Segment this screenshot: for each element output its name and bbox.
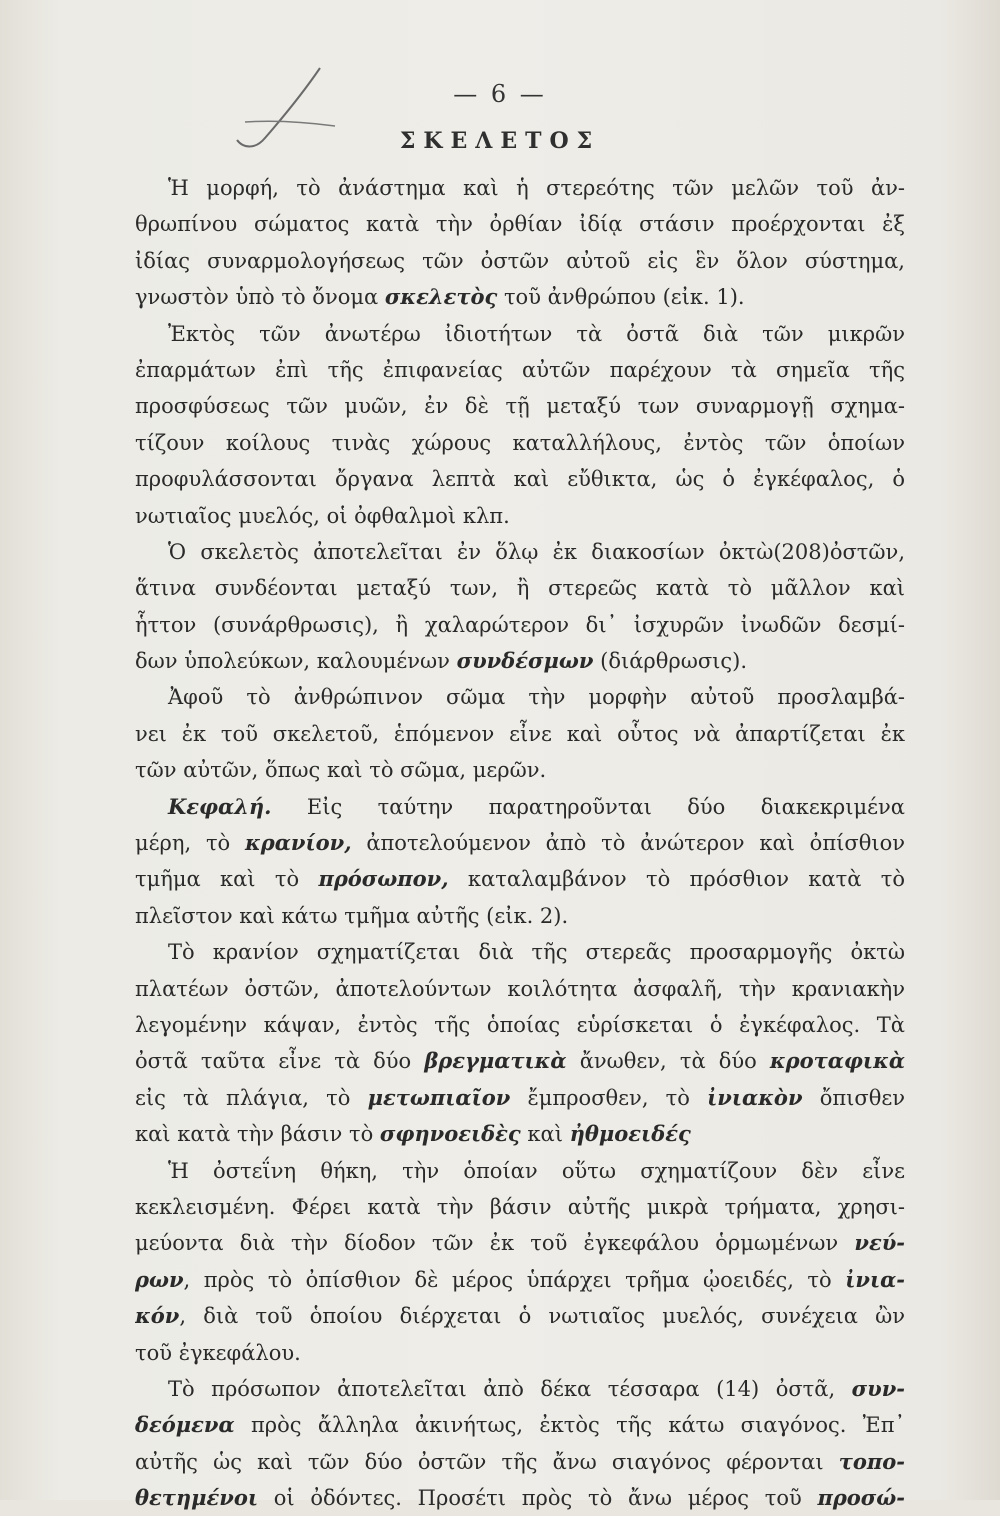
emphasized-term: μετωπιαῖον <box>367 1084 511 1110</box>
emphasized-term: δεόμενα <box>135 1412 235 1438</box>
emphasized-term: νεύ- <box>854 1230 905 1256</box>
emphasized-term: κροταφικὰ <box>769 1048 905 1074</box>
text-line <box>135 607 905 643</box>
text-segment: πρὸς ἄλληλα ἀκινήτως, ἐκτὸς τῆς κάτω σιαγόνος. Ἐπ᾿ <box>234 1413 905 1438</box>
text-line <box>135 388 905 424</box>
text-segment: Ἡ ὀστεΐνη θήκη, τὴν ὁποίαν οὕτω σχηματίζουν δὲν εἶνε <box>168 1158 905 1183</box>
text-segment: λεγομένην κάψαν, ἐντὸς τῆς ὁποίας εὑρίσκεται ὁ ἐγκέφαλος. Τὰ <box>135 1012 905 1037</box>
text-line <box>135 1153 905 1189</box>
emphasized-term: συνδέσμων <box>456 648 594 674</box>
text-line <box>135 316 905 352</box>
text-line <box>135 825 905 861</box>
text-line <box>135 971 905 1007</box>
text-segment: προφυλάσσονται ὄργανα λεπτὰ καὶ εὔθικτα, ὡς ὁ ἐγκέφαλος, ὁ <box>135 467 905 492</box>
emphasized-term: κόν <box>135 1303 180 1329</box>
text-segment: ἔμπροσθεν, τὸ <box>510 1085 708 1110</box>
emphasized-term: σφηνοειδὲς <box>379 1121 521 1147</box>
text-segment: ἐπαρμάτων ἐπὶ τῆς ἐπιφανείας αὐτῶν παρέχουν τὰ σημεῖα τῆς <box>135 357 905 382</box>
emphasized-term: προσώ- <box>817 1485 905 1511</box>
text-line <box>135 898 905 934</box>
text-segment: ἰδίας συναρμολογήσεως τῶν ὀστῶν αὐτοῦ εἰς ἓν ὅλον σύστημα, <box>135 248 905 273</box>
text-segment: πλεῖστον καὶ κάτω τμῆμα αὐτῆς (εἰκ. 2). <box>135 903 569 928</box>
text-line <box>135 1407 905 1443</box>
text-segment: , διὰ τοῦ ὁποίου διέρχεται ὁ νωτιαῖος μυελός, συνέχεια ὢν <box>179 1304 905 1329</box>
emphasized-term: τοπο- <box>838 1448 905 1474</box>
text-line <box>135 1043 905 1079</box>
text-segment: τῶν αὐτῶν, ὅπως καὶ τὸ σῶμα, μερῶν. <box>135 758 547 783</box>
text-line <box>135 643 905 679</box>
text-segment: Εἰς ταύτην παρατηροῦνται δύο διακεκριμένα <box>271 794 905 819</box>
text-line <box>135 206 905 242</box>
text-segment: Ἀφοῦ τὸ ἀνθρώπινον σῶμα τὴν μορφὴν αὐτοῦ προσλαμβά- <box>168 685 905 710</box>
text-segment: τμῆμα καὶ τὸ <box>135 867 319 892</box>
emphasized-term: ἠθμοειδές <box>569 1121 691 1147</box>
text-segment: μέρη, τὸ <box>135 831 246 856</box>
text-segment: τίζουν κοίλους τινὰς χώρους καταλλήλους, ἐντὸς τῶν ὁποίων <box>135 430 905 455</box>
emphasized-term: ρων <box>135 1266 184 1292</box>
text-segment: πλατέων ὀστῶν, ἀποτελούντων κοιλότητα ἀσφαλῆ, τὴν κρανιακὴν <box>135 976 905 1001</box>
text-segment: νωτιαῖος μυελός, οἱ ὀφθαλμοὶ κλπ. <box>135 503 510 528</box>
text-line <box>135 1116 905 1152</box>
text-line <box>135 461 905 497</box>
text-segment: , πρὸς τὸ ὀπίσθιον δὲ μέρος ὑπάρχει τρῆμα ᾠοειδές, τὸ <box>183 1267 846 1292</box>
text-line <box>135 716 905 752</box>
text-line <box>135 1335 905 1371</box>
text-segment: κεκλεισμένη. Φέρει κατὰ τὴν βάσιν αὐτῆς μικρὰ τρήματα, χρησι- <box>135 1194 905 1219</box>
text-segment: ὀστᾶ ταῦτα εἶνε τὰ δύο <box>135 1049 425 1074</box>
emphasized-term: πρόσωπον, <box>318 866 449 892</box>
text-line <box>135 1007 905 1043</box>
text-segment: ὄπισθεν <box>802 1085 905 1110</box>
text-line <box>135 1262 905 1298</box>
text-segment: αὐτῆς ὡς καὶ τῶν δύο ὀστῶν τῆς ἄνω σιαγόνος φέρονται <box>135 1449 839 1474</box>
text-segment: καὶ <box>520 1122 570 1147</box>
text-segment: νει ἐκ τοῦ σκελετοῦ, ἑπόμενον εἶνε καὶ οὗτος νὰ ἀπαρτίζεται ἐκ <box>135 721 905 746</box>
text-segment: (διάρθρωσις). <box>593 649 748 674</box>
emphasized-term: σκελετὸς <box>384 284 498 310</box>
text-line <box>135 425 905 461</box>
text-line <box>135 1444 905 1480</box>
page-number: — 6 — <box>453 80 547 108</box>
text-line <box>135 279 905 315</box>
emphasized-term: κρανίον, <box>245 830 352 856</box>
text-segment: γνωστὸν ὑπὸ τὸ ὄνομα <box>135 285 385 310</box>
text-segment: μεύοντα διὰ τὴν δίοδον τῶν ἐκ τοῦ ἐγκεφάλου ὁρμωμένων <box>135 1231 855 1256</box>
text-line <box>135 1189 905 1225</box>
text-line <box>135 352 905 388</box>
emphasized-term: βρεγματικὰ <box>424 1048 567 1074</box>
body-text <box>135 170 905 1516</box>
text-line <box>135 1480 905 1516</box>
text-segment: καὶ κατὰ τὴν βάσιν τὸ <box>135 1122 380 1147</box>
emphasized-term: συν- <box>851 1375 905 1401</box>
chapter-heading: ΣΚΕΛΕΤΟΣ <box>399 128 601 154</box>
text-segment: Ἐκτὸς τῶν ἀνωτέρω ἰδιοτήτων τὰ ὀστᾶ διὰ τῶν μικρῶν <box>168 321 905 346</box>
text-line <box>135 498 905 534</box>
text-line <box>135 789 905 825</box>
emphasized-term: θετημένοι <box>135 1485 259 1511</box>
text-segment: δων ὑπολεύκων, καλουμένων <box>135 649 457 674</box>
text-segment: ἀποτελούμενον ἀπὸ τὸ ἀνώτερον καὶ ὀπίσθιον <box>351 831 905 856</box>
text-segment: Ἡ μορφή, τὸ ἀνάστημα καὶ ἡ στερεότης τῶν μελῶν τοῦ ἀν- <box>168 176 905 200</box>
text-segment: ἄνωθεν, τὰ δύο <box>566 1049 770 1074</box>
text-segment: καταλαμβάνον τὸ πρόσθιον κατὰ τὸ <box>448 867 905 892</box>
text-line <box>135 570 905 606</box>
text-segment: οἱ ὀδόντες. Προσέτι πρὸς τὸ ἄνω μέρος τοῦ <box>258 1486 818 1511</box>
text-segment: προσφύσεως τῶν μυῶν, ἐν δὲ τῇ μεταξύ των συναρμογῇ σχημα- <box>135 394 905 419</box>
text-line <box>135 243 905 279</box>
text-segment: τοῦ ἀνθρώπου (εἰκ. 1). <box>497 285 745 310</box>
text-segment: ἧττον (συνάρθρωσις), ἢ χαλαρώτερον δι᾿ ἰσχυρῶν ἰνωδῶν δεσμί- <box>135 612 905 637</box>
text-segment: θρωπίνου σώματος κατὰ τὴν ὀρθίαν ἰδίᾳ στάσιν προέρχονται ἐξ <box>135 212 905 237</box>
text-line <box>135 1298 905 1334</box>
text-line <box>135 1371 905 1407</box>
text-segment: ἅτινα συνδέονται μεταξύ των, ἢ στερεῶς κατὰ τὸ μᾶλλον καὶ <box>135 576 905 601</box>
text-segment: τοῦ ἐγκεφάλου. <box>135 1340 301 1365</box>
text-segment: Ὁ σκελετὸς ἀποτελεῖται ἐν ὅλῳ ἐκ διακοσίων ὀκτὼ(208)ὀστῶν, <box>168 539 905 564</box>
text-segment: εἰς τὰ πλάγια, τὸ <box>135 1085 368 1110</box>
emphasized-term: ἰνιακὸν <box>707 1084 803 1110</box>
text-segment: Τὸ κρανίον σχηματίζεται διὰ τῆς στερεᾶς προσαρμογῆς ὀκτὼ <box>168 940 905 965</box>
text-line <box>135 534 905 570</box>
text-line <box>135 1225 905 1261</box>
text-line <box>135 752 905 788</box>
text-line <box>135 934 905 970</box>
text-line <box>135 679 905 715</box>
text-line <box>135 170 905 206</box>
text-segment: Τὸ πρόσωπον ἀποτελεῖται ἀπὸ δέκα τέσσαρα (14) ὀστᾶ, <box>168 1376 852 1401</box>
emphasized-term: ἰνια- <box>845 1266 905 1292</box>
emphasized-term: Κεφαλή. <box>168 793 272 819</box>
text-line <box>135 861 905 897</box>
text-line <box>135 1080 905 1116</box>
